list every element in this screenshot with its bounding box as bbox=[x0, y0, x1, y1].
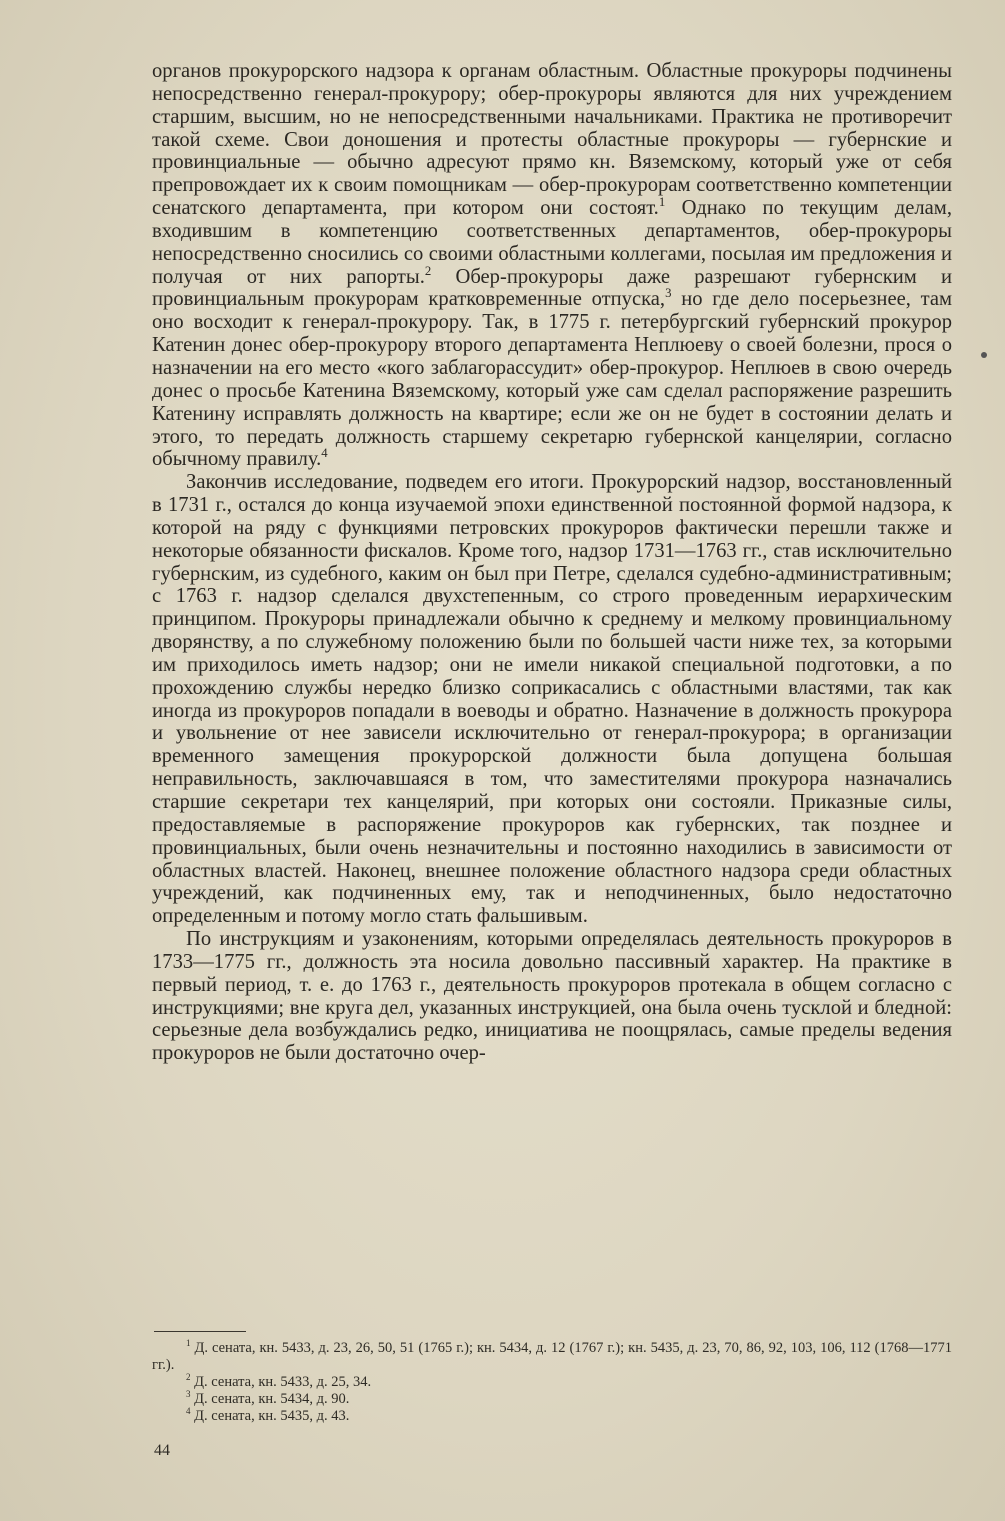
main-text bbox=[152, 60, 952, 1065]
paragraph-conclusion: Закончив исследование, подведем его итоги. Прокурорский надзор, восстановленный в 1731 г., остался до конца изучаемой эпохи единственной постоянной формой надзора, к которой на ряду с функциями петровских прокуроров фактически перешли также и некоторые обязанности фискалов. Кроме того, надзор 1731—1763 гг., став исключительно губернским, из судебного, каким он был при Петре, сделался судебно-административным; с 1763 г. надзор сделался двухстепенным, со строго проведенным иерархическим принципом. Прокуроры принадлежали обычно к среднему и мелкому провинциальному дворянству, а по служебному положению были по большей части ниже тех, за которыми им приходилось иметь надзор; они не имели никакой специальной подготовки, а по прохождению службы нередко близко соприкасались с областными властями, так как иногда из прокуроров попадали в воеводы и обратно. Назначение в должность прокурора и увольнение от нее зависели исключительно от генерал-прокурора; в организации временного замещения прокурорской должности была допущена большая неправильность, заключавшаяся в том, что заместителями прокурора назначались старшие секретари тех канцелярий, при которых они состояли. Приказные силы, предоставляемые в распоряжение прокуроров как губернских, так позднее и провинциальных, были очень незначительны и постоянно находились в зависимости от областных властей. Наконец, внешнее положение областного надзора среди областных учреждений, как подчиненных ему, так и неподчиненных, было недостаточно определенным и потому могло стать фальшивым. bbox=[152, 471, 952, 928]
page-number: 44 bbox=[154, 1442, 170, 1459]
footnote-mark: 3 bbox=[186, 1389, 191, 1400]
footnote-mark: 2 bbox=[186, 1372, 191, 1383]
paragraph-text: Однако по текущим делам, входившим в компетенцию соответственных департаментов, обер-прокуроры непосредственно сносились со своими областными коллегами, посылая им предложения и получая от них рапорты. bbox=[152, 197, 952, 288]
paragraph-text: органов прокурорского надзора к органам областным. Областные прокуроры подчинены непосредственно генерал-прокурору; обер-прокуроры являются для них учреждением старшим, высшим, но не непосредственными начальниками. Практика не противоречит такой схеме. Свои доношения и протесты областные прокуроры — губернские и провинциальные — обычно адресуют прямо кн. Вяземскому, который уже от себя препровождает их к своим помощникам — обер-прокурорам соответственно компетенции сенатского департамента, при котором они состоят. bbox=[152, 60, 952, 220]
footnote-text: Д. сената, кн. 5433, д. 25, 34. bbox=[190, 1374, 372, 1390]
footnote-item bbox=[152, 1391, 952, 1408]
footnote-item bbox=[152, 1374, 952, 1391]
footnote-mark: 4 bbox=[186, 1406, 191, 1417]
footnotes bbox=[152, 1340, 952, 1425]
footnote-mark: 1 bbox=[186, 1338, 191, 1349]
footnote-text: Д. сената, кн. 5433, д. 23, 26, 50, 51 (1765 г.); кн. 5434, д. 12 (1767 г.); кн. 5435, д. 23, 70, 86, 92, 103, 106, 112 (1768—1771 гг.). bbox=[152, 1340, 952, 1373]
footnote-item bbox=[152, 1408, 952, 1425]
paragraph-instructions: По инструкциям и узаконениям, которыми определялась деятельность прокуроров в 1733—1775 гг., должность эта носила довольно пассивный характер. На практике в первый период, т. е. до 1763 г., деятельность прокуроров протекала в общем согласно с инструкциями; вне круга дел, указанных инструкцией, она была очень тусклой и бледной: серьезные дела возбуждались редко, инициатива не поощрялась, самые пределы ведения прокуроров не были достаточно очер- bbox=[152, 928, 952, 1065]
footnote-ref: 1 bbox=[658, 195, 666, 210]
paragraph-text: но где дело посерьезнее, там оно восходит к генерал-прокурору. Так, в 1775 г. петербургский губернский прокурор Катенин донес обер-прокурору второго департамента Неплюеву о своей болезни, прося о назначении на его место «кого заблагорассудит» обер-прокурор. Неплюев в свою очередь донес о просьбе Катенина Вяземскому, который уже сам сделал распоряжение разрешить Катенину исправлять должность на квартире; если же он не будет в состоянии делать и этого, то передать должность старшему секретарю губернской канцелярии, согласно обычному правилу. bbox=[152, 288, 953, 471]
footnote-ref: 4 bbox=[321, 446, 328, 461]
footnote-ref: 2 bbox=[424, 263, 432, 278]
footnote-item bbox=[152, 1340, 952, 1374]
ink-spot bbox=[981, 352, 987, 358]
paragraph-continued bbox=[152, 60, 952, 471]
paragraph-text: Обер-прокуроры даже разрешают губернским и провинциальным прокурорам кратковременные отпуска, bbox=[152, 265, 952, 311]
footnote-text: Д. сената, кн. 5434, д. 90. bbox=[190, 1391, 350, 1407]
footnote-text: Д. сената, кн. 5435, д. 43. bbox=[190, 1408, 350, 1424]
footnote-divider bbox=[154, 1331, 246, 1332]
footnote-ref: 3 bbox=[665, 286, 672, 301]
